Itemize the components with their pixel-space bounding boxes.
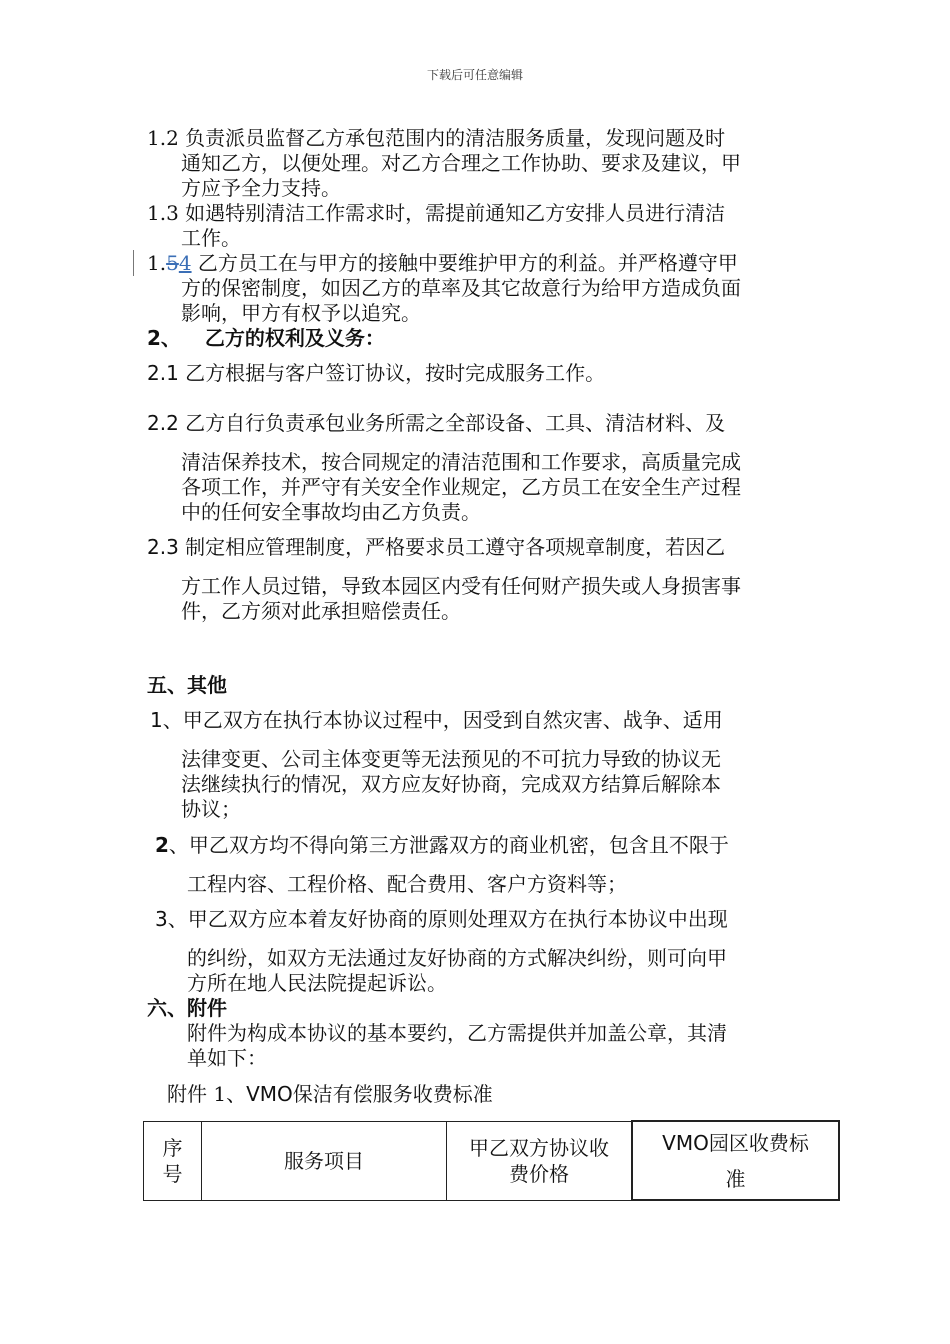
clause-2-2-line-4: 中的任何安全事故均由乙方负责。 (181, 500, 481, 524)
clause-1-3-line-2: 工作。 (181, 226, 241, 250)
clause-1-2-line-2: 通知乙方，以便处理。对乙方合理之工作协助、要求及建议，甲 (181, 151, 741, 175)
inserted-revision: 4 (178, 251, 192, 275)
header-cell-service-item: 服务项目 (202, 1121, 447, 1200)
revision-change-bar (133, 250, 134, 276)
other-item-3-line-1: 3、甲乙双方应本着友好协商的原则处理双方在执行本协议中出现 (155, 907, 728, 931)
clause-1-2-line-1: 1.2 负责派员监督乙方承包范围内的清洁服务质量，发现问题及时 (147, 126, 726, 150)
clause-1-4-line-1: 1.54 乙方员工在与甲方的接触中要维护甲方的利益。并严格遵守甲 (147, 251, 738, 275)
other-item-1-line-4: 协议； (181, 797, 241, 821)
other-item-1-line-1: 1、甲乙双方在执行本协议过程中，因受到自然灾害、战争、适用 (150, 708, 723, 732)
clause-1-3-line-1: 1.3 如遇特别清洁工作需求时，需提前通知乙方安排人员进行清洁 (147, 201, 726, 225)
header-cell-vmo-standard: VMO园区收费标 准 (632, 1121, 839, 1200)
clause-2-2-line-2: 清洁保养技术，按合同规定的清洁范围和工作要求，高质量完成 (181, 450, 741, 474)
clause-2-1: 2.1 乙方根据与客户签订协议，按时完成服务工作。 (147, 361, 606, 385)
section-5-heading: 五、其他 (147, 673, 227, 697)
page-header: 下载后可任意编辑 (426, 68, 523, 82)
clause-2-3-line-1: 2.3 制定相应管理制度，严格要求员工遵守各项规章制度，若因乙 (147, 535, 726, 559)
header-cell-index: 序 号 (144, 1121, 202, 1200)
other-item-2-line-2: 工程内容、工程价格、配合费用、客户方资料等； (187, 872, 627, 896)
attachment-1-title: 附件 1、VMO保洁有偿服务收费标准 (167, 1082, 493, 1106)
fee-table (143, 1120, 840, 1201)
other-item-1-line-3: 法继续执行的情况，双方应友好协商，完成双方结算后解除本 (181, 772, 721, 796)
other-item-1-line-2: 法律变更、公司主体变更等无法预见的不可抗力导致的协议无 (181, 747, 721, 771)
clause-2-2-line-3: 各项工作，并严守有关安全作业规定，乙方员工在安全生产过程 (181, 475, 741, 499)
header-cell-agreed-price: 甲乙双方协议收 费价格 (447, 1121, 633, 1200)
other-item-3-line-2: 的纠纷，如双方无法通过友好协商的方式解决纠纷，则可向甲 (187, 946, 727, 970)
clause-1-2-line-3: 方应予全力支持。 (181, 176, 341, 200)
attachment-intro-line-2: 单如下： (187, 1046, 267, 1070)
attachment-intro-line-1: 附件为构成本协议的基本要约，乙方需提供并加盖公章，其清 (187, 1021, 727, 1045)
clause-2-2-line-1: 2.2 乙方自行负责承包业务所需之全部设备、工具、清洁材料、及 (147, 411, 726, 435)
deleted-revision: 5 (166, 251, 179, 275)
clause-1-4-line-2: 方的保密制度，如因乙方的草率及其它故意行为给甲方造成负面 (181, 276, 741, 300)
other-item-3-line-3: 方所在地人民法院提起诉讼。 (187, 971, 447, 995)
clause-2-3-line-2: 方工作人员过错，导致本园区内受有任何财产损失或人身损害事 (181, 574, 741, 598)
other-item-2-line-1: 2、甲乙双方均不得向第三方泄露双方的商业机密，包含且不限于 (155, 833, 729, 857)
section-2-heading: 2、 乙方的权利及义务： (147, 326, 385, 350)
clause-2-3-line-3: 件，乙方须对此承担赔偿责任。 (181, 599, 461, 623)
table-header-row (144, 1121, 840, 1200)
clause-1-4-line-3: 影响，甲方有权予以追究。 (181, 301, 421, 325)
section-6-heading: 六、附件 (147, 996, 227, 1020)
